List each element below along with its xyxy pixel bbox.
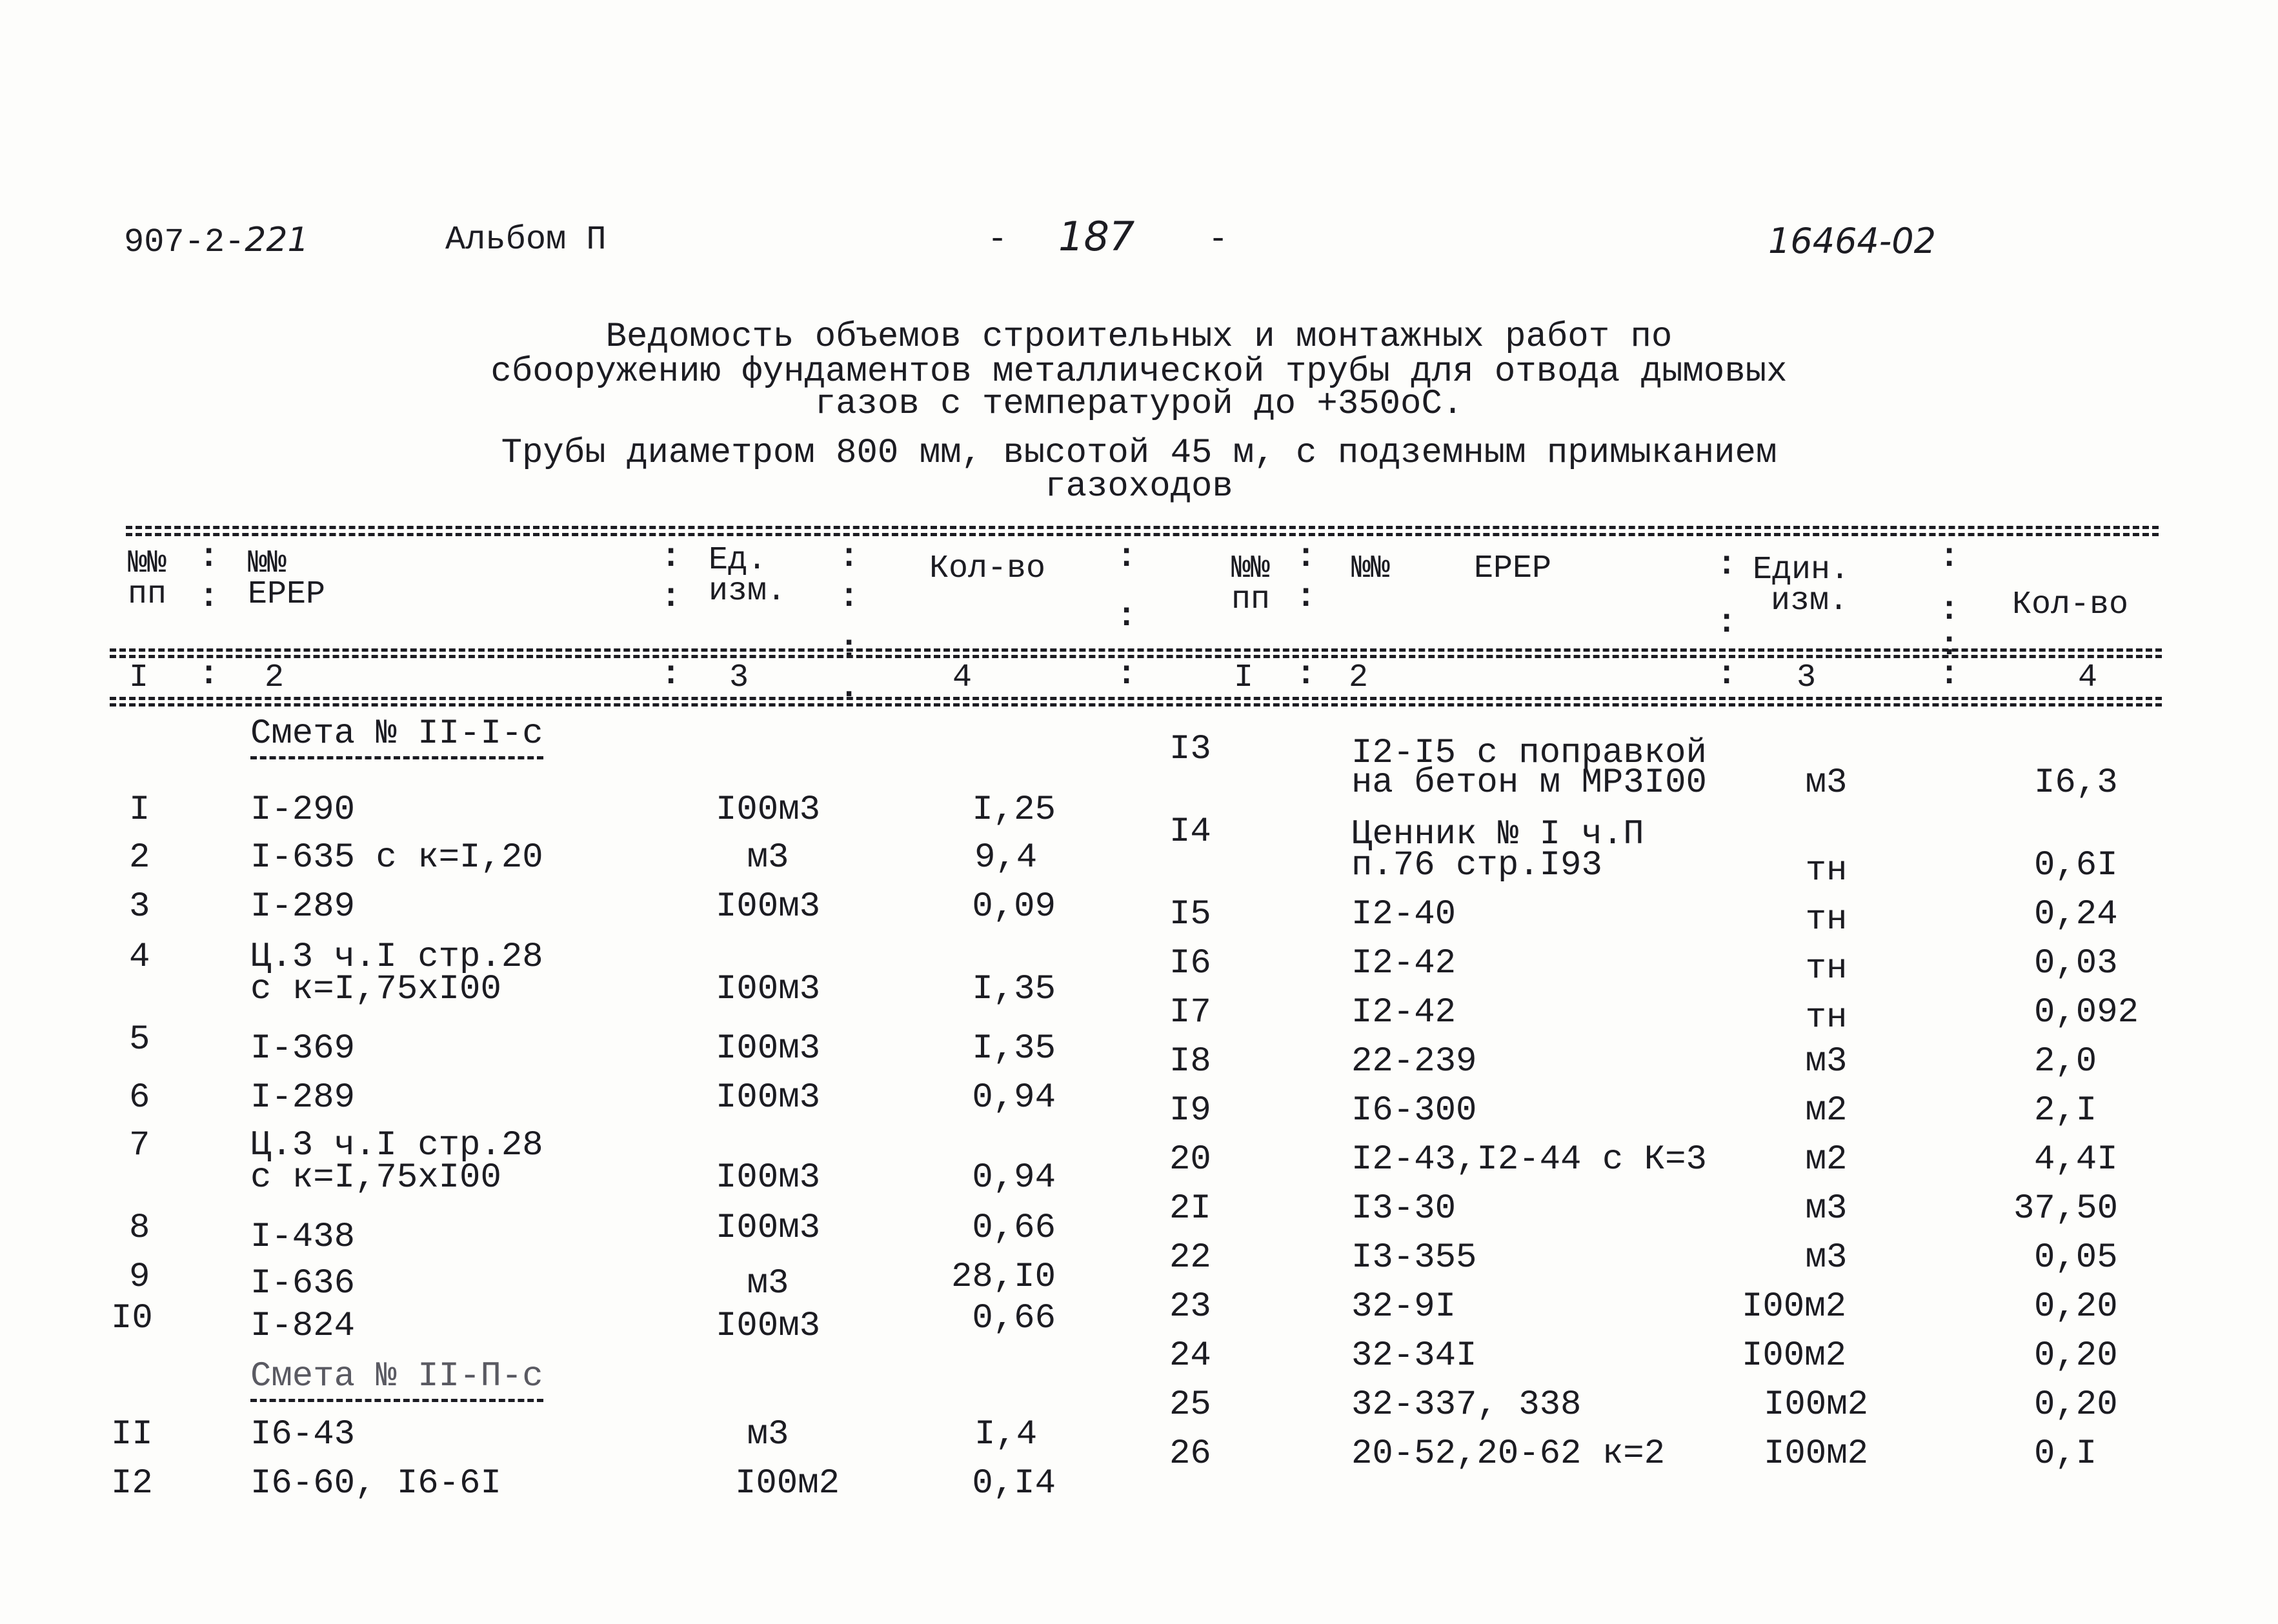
left-row-unit: I00м3: [715, 790, 821, 830]
left-row-qty: I,25: [972, 790, 1056, 830]
header-erer-label-left: [248, 545, 326, 613]
right-row-code: I2-I5 с поправкой: [1351, 734, 1707, 773]
right-row-no: 26: [1169, 1434, 1211, 1474]
separator: :: [661, 538, 681, 576]
right-row-unit: тн: [1805, 998, 1848, 1038]
left-row-qty: 0,09: [972, 887, 1056, 927]
right-row-qty: I6,3: [2034, 763, 2118, 803]
separator: :: [1939, 538, 1960, 576]
left-row-qty: 0,I4: [972, 1464, 1056, 1503]
header-erer-label-right: ЕРЕР: [1474, 550, 1552, 587]
left-row-code: Ц.3 ч.I стр.28: [250, 937, 543, 977]
page-dash-left: -: [987, 221, 1008, 259]
archive-number: 16464-02: [1768, 221, 1936, 261]
right-row-code: 32-34I: [1351, 1336, 1477, 1376]
right-row-code: I2-43,I2-44 с К=3: [1351, 1140, 1707, 1179]
right-row-unit: м3: [1805, 763, 1848, 803]
header-erer-line2: ЕРЕР: [248, 576, 326, 613]
separator: :: [1939, 656, 1960, 694]
right-row-no: I5: [1169, 895, 1211, 934]
right-row-no: I9: [1169, 1091, 1211, 1130]
separator: :: [1116, 538, 1137, 576]
left-row-unit: I00м3: [715, 970, 821, 1009]
header-no-label-right: [1231, 550, 1271, 618]
header-qty-label-left: Кол-во: [929, 550, 1046, 587]
separator: :: [1717, 546, 1737, 584]
left-row-no: I0: [111, 1299, 153, 1338]
document-code: [124, 221, 309, 261]
header-qty-label-right: Кол-во: [2012, 586, 2129, 623]
subtitle-line-1: Трубы диаметром 800 мм, высотой 45 м, с подземным примыканием: [501, 434, 1777, 473]
right-row-unit: I00м2: [1741, 1336, 1847, 1376]
header-unit-line2: изм.: [1771, 583, 1849, 619]
col-num-2-right: 2: [1349, 659, 1369, 696]
right-row-code: 20-52,20-62 к=2: [1351, 1434, 1666, 1474]
left-row-qty: 0,94: [972, 1078, 1056, 1118]
right-row-no: I3: [1169, 730, 1211, 769]
right-row-unit: I00м2: [1763, 1385, 1869, 1425]
col-num-1-left: I: [129, 659, 149, 696]
separator: :: [1717, 656, 1737, 694]
col-num-1-right: I: [1234, 659, 1254, 696]
page-dash-right: -: [1208, 221, 1229, 259]
separator: :: [1939, 591, 1960, 629]
header-unit-line2: изм.: [709, 573, 787, 610]
right-row-qty: 37,50: [2013, 1189, 2119, 1228]
album-label: Альбом П: [445, 221, 607, 259]
left-row-no: 2: [129, 838, 150, 877]
separator: :: [1939, 627, 1960, 665]
right-row-no: 23: [1169, 1287, 1211, 1327]
left-row-unit: м3: [747, 1264, 789, 1303]
header-unit-line1: Един.: [1753, 552, 1850, 588]
col-num-2-left: 2: [265, 659, 285, 696]
separator: :: [661, 578, 681, 616]
right-row-code-line2: п.76 стр.I93: [1351, 846, 1602, 885]
right-row-unit: м3: [1805, 1042, 1848, 1081]
right-row-no: 24: [1169, 1336, 1211, 1376]
separator: :: [1296, 538, 1316, 576]
left-row-code: I6-43: [250, 1415, 356, 1454]
page-number: 187: [1058, 213, 1135, 260]
separator: :: [839, 578, 860, 616]
right-row-unit: тн: [1805, 900, 1848, 939]
right-row-qty: 0,03: [2034, 944, 2118, 983]
right-row-qty: 2,I: [2034, 1091, 2097, 1130]
header-unit-label-left: [709, 542, 787, 610]
right-row-code: I6-300: [1351, 1091, 1477, 1130]
left-row-unit: I00м3: [715, 1208, 821, 1248]
right-row-qty: 0,20: [2034, 1385, 2118, 1425]
right-row-no: I6: [1169, 944, 1211, 983]
right-row-qty: 0,24: [2034, 895, 2118, 934]
left-row-qty: I,35: [972, 970, 1056, 1009]
right-row-unit: I00м2: [1763, 1434, 1869, 1474]
right-row-unit: тн: [1805, 851, 1848, 890]
left-row-unit: м3: [747, 1415, 789, 1454]
left-row-code: I-289: [250, 887, 356, 927]
title-line-1: Ведомость объемов строительных и монтажных работ по: [605, 317, 1673, 357]
right-row-unit: I00м2: [1741, 1287, 1847, 1327]
left-row-code: I-290: [250, 790, 356, 830]
left-row-unit: I00м2: [734, 1464, 840, 1503]
right-row-code: I2-40: [1351, 895, 1457, 934]
left-row-code: I-438: [250, 1218, 356, 1257]
column-number-rule-2: [110, 703, 2162, 707]
right-row-qty: 0,20: [2034, 1336, 2118, 1376]
title-line-3: газов с температурой до +350оС.: [814, 385, 1464, 424]
col-num-3-right: 3: [1797, 659, 1817, 696]
left-row-code: I6-60, I6-6I: [250, 1464, 501, 1503]
separator: :: [1296, 578, 1316, 616]
left-row-code: I-636: [250, 1264, 356, 1303]
left-row-no: 3: [129, 887, 150, 927]
separator: :: [199, 538, 219, 576]
right-row-code-line2: на бетон м МР3I00: [1351, 763, 1707, 803]
left-row-code: I-289: [250, 1078, 356, 1118]
separator: :: [199, 656, 219, 694]
right-row-no: 25: [1169, 1385, 1211, 1425]
right-row-no: I7: [1169, 993, 1211, 1032]
right-row-no: I8: [1169, 1042, 1211, 1081]
header-no-label-left: [128, 545, 167, 613]
table-top-rule-2: [126, 533, 2159, 536]
right-row-code: I3-355: [1351, 1238, 1477, 1278]
right-row-no: 22: [1169, 1238, 1211, 1278]
separator: :: [1116, 597, 1137, 636]
left-row-no: I2: [111, 1464, 153, 1503]
left-row-qty: 0,66: [972, 1299, 1056, 1338]
subtitle-line-2: газоходов: [1045, 467, 1233, 506]
right-row-no: 2I: [1169, 1189, 1211, 1228]
left-row-unit: I00м3: [715, 887, 821, 927]
right-row-qty: 0,05: [2034, 1238, 2118, 1278]
left-row-unit: I00м3: [715, 1158, 821, 1198]
col-num-3-left: 3: [729, 659, 749, 696]
header-erer-line1: №№: [248, 545, 287, 582]
header-no-line2: пп: [1231, 581, 1271, 618]
left-row-no: 4: [129, 937, 150, 977]
document-code-prefix: 907-2-: [124, 223, 245, 261]
left-row-unit: I00м3: [715, 1078, 821, 1118]
right-row-no: I4: [1169, 812, 1211, 852]
right-row-qty: 4,4I: [2034, 1140, 2118, 1179]
separator: :: [839, 630, 860, 668]
right-row-code: 32-9I: [1351, 1287, 1457, 1327]
right-row-qty: 0,20: [2034, 1287, 2118, 1327]
left-row-no: 6: [129, 1078, 150, 1118]
left-row-qty: I,4: [974, 1415, 1038, 1454]
left-row-qty: 0,66: [972, 1208, 1056, 1248]
left-row-no: 8: [129, 1208, 150, 1248]
left-row-code-line2: с к=I,75хI00: [250, 1158, 501, 1198]
right-row-qty: 0,092: [2034, 993, 2139, 1032]
right-row-no: 20: [1169, 1140, 1211, 1179]
left-row-code: Ц.3 ч.I стр.28: [250, 1126, 543, 1165]
separator: .: [839, 668, 860, 707]
header-no-label-right-erer: №№: [1351, 550, 1391, 587]
separator: :: [199, 578, 219, 616]
left-row-qty: 0,94: [972, 1158, 1056, 1198]
header-no-line1: №№: [128, 545, 167, 582]
left-row-no: 7: [129, 1126, 150, 1165]
right-row-code: I3-30: [1351, 1189, 1457, 1228]
col-num-4-right: 4: [2078, 659, 2098, 696]
table-top-rule-1: [126, 526, 2159, 529]
right-row-qty: 2,0: [2034, 1042, 2097, 1081]
left-row-unit: м3: [747, 838, 789, 877]
left-row-unit: I00м3: [715, 1029, 821, 1068]
left-row-qty: I,35: [972, 1029, 1056, 1068]
right-row-unit: тн: [1805, 949, 1848, 988]
right-row-code: I2-42: [1351, 993, 1457, 1032]
right-row-code: I2-42: [1351, 944, 1457, 983]
left-row-code: I-369: [250, 1029, 356, 1068]
left-row-qty: 9,4: [974, 838, 1038, 877]
left-row-code: I-824: [250, 1307, 356, 1346]
separator: :: [1296, 656, 1316, 694]
separator: :: [839, 538, 860, 576]
right-row-code: 22-239: [1351, 1042, 1477, 1081]
col-num-4-left: 4: [953, 659, 973, 696]
right-row-unit: м2: [1805, 1140, 1848, 1179]
left-row-code: I-635 с к=I,20: [250, 838, 543, 877]
right-row-code: Ценник № I ч.П: [1351, 815, 1644, 854]
header-no-line2: пп: [128, 576, 167, 613]
left-row-no: 5: [129, 1020, 150, 1059]
left-row-unit: I00м3: [715, 1307, 821, 1346]
separator: :: [661, 656, 681, 694]
right-row-unit: м2: [1805, 1091, 1848, 1130]
left-row-no: II: [111, 1415, 153, 1454]
separator: :: [1717, 604, 1737, 642]
right-row-qty: 0,I: [2034, 1434, 2097, 1474]
title-line-2: сбооружению фундаментов металлической трубы для отвода дымовых: [490, 352, 1788, 392]
left-row-qty: 28,I0: [951, 1258, 1056, 1297]
header-unit-line1: Ед.: [709, 542, 767, 579]
section-smeta-2: Смета № II-П-с: [250, 1359, 543, 1402]
right-row-unit: м3: [1805, 1238, 1848, 1278]
document-code-handwritten: 221: [245, 221, 309, 259]
left-row-no: 9: [129, 1258, 150, 1297]
header-unit-label-right: [1753, 552, 1850, 619]
separator: :: [1116, 656, 1137, 694]
left-row-no: I: [129, 790, 150, 830]
section-smeta-1: Смета № II-I-с: [250, 716, 543, 759]
header-bottom-rule: [110, 648, 2162, 652]
column-number-rule: [110, 697, 2162, 700]
left-row-code-line2: с к=I,75хI00: [250, 970, 501, 1009]
right-row-code: 32-337, 338: [1351, 1385, 1582, 1425]
header-no-line1: №№: [1231, 550, 1271, 587]
right-row-unit: м3: [1805, 1189, 1848, 1228]
right-row-qty: 0,6I: [2034, 846, 2118, 885]
